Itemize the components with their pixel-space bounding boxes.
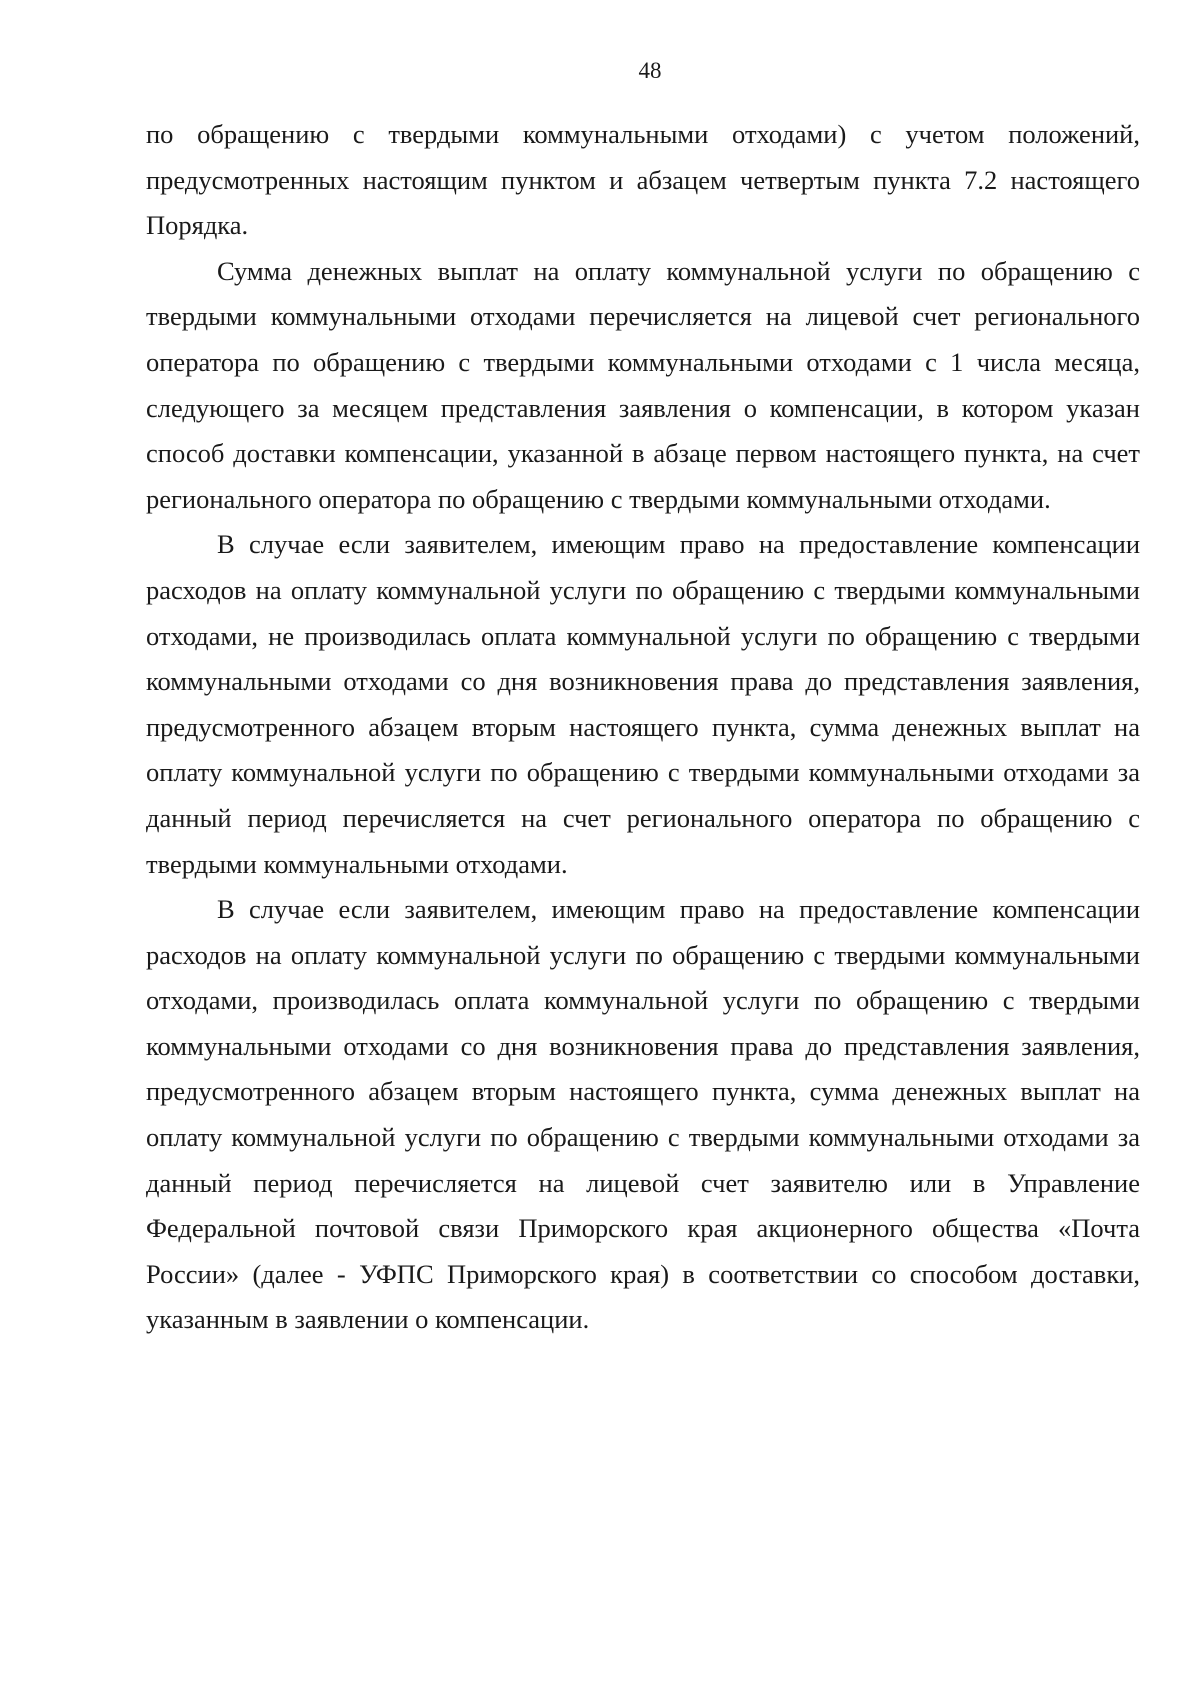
paragraph-payment-made-case: В случае если заявителем, имеющим право на предоставление компенсации расходов на оплату коммунальной услуги по обращению с твердыми коммунальными отходами, производилась оплата коммунальной услуги по обращению с твердыми коммунальными отходами со дня возникновения права до представления заявления, предусмотренного абзацем вторым настоящего пункта, сумма денежных выплат на оплату коммунальной услуги по обращению с твердыми коммунальными отходами за данный период перечисляется на лицевой счет заявителю или в Управление Федеральной почтовой связи Приморского края акционерного общества «Почта России» (далее - УФПС Приморского края) в соответствии со способом доставки, указанным в заявлении о компенсации. — [146, 894, 1140, 1335]
paragraph-no-payment-case: В случае если заявителем, имеющим право на предоставление компенсации расходов на оплату коммунальной услуги по обращению с твердыми коммунальными отходами, не производилась оплата коммунальной услуги по обращению с твердыми коммунальными отходами со дня возникновения права до представления заявления, предусмотренного абзацем вторым настоящего пункта, сумма денежных выплат на оплату коммунальной услуги по обращению с твердыми коммунальными отходами за данный период перечисляется на счет регионального оператора по обращению с твердыми коммунальными отходами. — [146, 529, 1140, 879]
document-body — [146, 112, 1140, 1343]
paragraph-continuation: по обращению с твердыми коммунальными отходами) с учетом положений, предусмотренных настоящим пунктом и абзацем четвертым пункта 7.2 настоящего Порядка. — [146, 119, 1140, 241]
paragraph-payment-transfer: Сумма денежных выплат на оплату коммунальной услуги по обращению с твердыми коммунальными отходами перечисляется на лицевой счет регионального оператора по обращению с твердыми коммунальными отходами с 1 числа месяца, следующего за месяцем представления заявления о компенсации, в котором указан способ доставки компенсации, указанной в абзаце первом настоящего пункта, на счет регионального оператора по обращению с твердыми коммунальными отходами. — [146, 255, 1140, 514]
page-number: 48 — [638, 58, 662, 83]
